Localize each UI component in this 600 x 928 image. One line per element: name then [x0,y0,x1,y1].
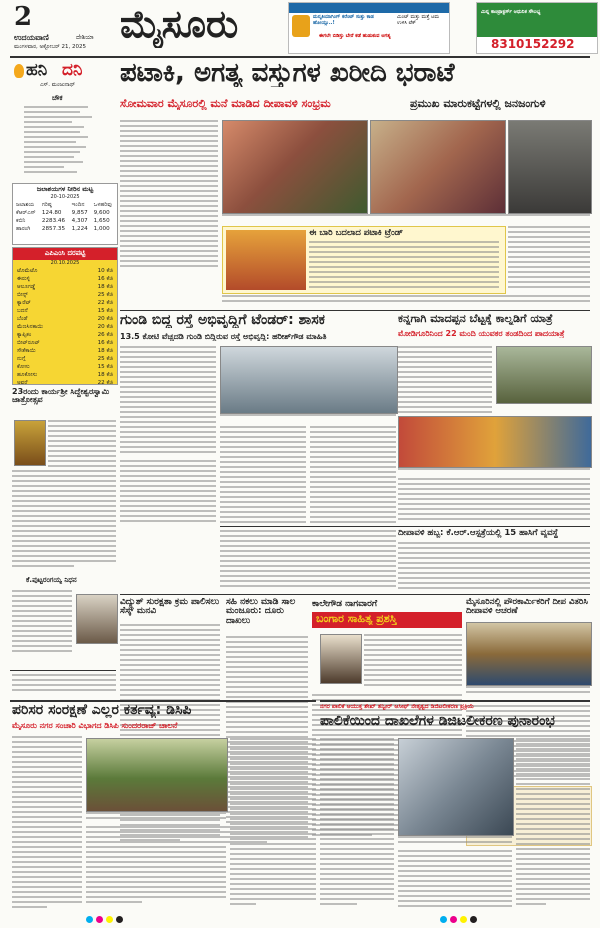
advertisement-text: ಮಿಂಟ್ ಮತ್ತು ಮತ್ತೆ ಟಮ ಉಳಿಸಿ ಟೆಕ್‌ [397,14,440,26]
story-body [48,420,116,470]
lead-photo-shoppers [370,120,506,214]
registration-mark [116,916,123,923]
rates-grid [15,267,115,387]
table-cell: 16 ಕೆಜಿ [97,275,113,282]
tree-planting-photo [86,738,228,812]
paper-name: ಉದಯವಾಣಿ [14,33,49,42]
story-headline: ಕನ್ನಗಾಗಿ ಮಾದಪ್ಪನ ಬೆಟ್ಟಕ್ಕೆ ಕಾಲ್ನಡಿಗೆ ಯಾತ್ರೆ [398,313,553,325]
story-headline: ವಿದ್ಯುತ್ ಸುರಕ್ಷತಾ ಕ್ರಮ ಪಾಲಿಸಲು ಸೆಸ್ಕ್ ಮನವಿ [120,598,220,617]
table-cell: ಬದನೆ [17,307,28,314]
story-body [12,674,116,696]
table-row [15,315,115,323]
table-cell: 15 ಕೆಜಿ [97,307,113,314]
meeting-photo [220,346,398,414]
divider [10,670,116,671]
box-headline: ಈ ಬಾರಿ ಬದಲಾದ ಪಟಾಕಿ ಟ್ರೆಂಡ್ [309,229,403,238]
story-body [310,426,396,524]
story-body [12,736,82,912]
table-cell: ಬೀನ್ಸ್ [17,291,28,298]
divider [320,700,590,702]
table-cell: 1,000 [93,226,110,232]
story-body [120,346,216,456]
story-body [220,530,396,592]
advertisement [476,2,598,54]
rates-date: 20.10.2025 [50,260,80,266]
table-row [15,291,115,299]
reservoir-grid [14,201,116,233]
story-body [398,478,590,524]
registration-mark [470,916,477,923]
obituary-photo [76,594,118,644]
edition-name: ದೇಶಿಯಾ [76,34,94,41]
table-row [15,355,115,363]
story-kicker: ನಗರ ಪಾಲಿಕೆ ಆಯುಕ್ತ ಶೇಖ್‌ ತನ್ವೀರ್ ಆಸೀಫ್ ನೇತೃತ್ವದ ಡಿಜಿಟಲೀಕರಣ ಪ್ರಕ್ರಿಯೆ [320,704,474,710]
table-cell: 9,857 [71,210,88,216]
table-row [15,307,115,315]
registration-mark [440,916,447,923]
story-body [120,460,216,524]
table-cell: 22 ಕೆಜಿ [97,379,113,386]
obituary-headline: ಕೆ.ಪುಟ್ಟರಂಗಯ್ಯ ನಿಧನ [26,577,77,584]
advertisement-logo [292,15,310,37]
table-cell: ನುಗ್ಗೆ [17,355,26,362]
registration-mark [96,916,103,923]
registration-mark [106,916,113,923]
rates-title: ಎಪಿಎಂಸಿ ದರಪಟ್ಟಿ [44,249,86,257]
issue-date: ಮಂಗಳವಾರ, ಅಕ್ಟೋಬರ್ 21, 2025 [14,44,86,50]
table-row [15,371,115,379]
registration-mark [86,916,93,923]
table-cell: 2283.46 [41,218,66,224]
photo-caption [398,836,512,846]
photo-caption [222,214,590,222]
story-headline: ದೀಪಾವಳಿ ಹಬ್ಬ: ಕೆ.ಆರ್.ಆಸ್ಪತ್ರೆಯಲ್ಲಿ 15 ಹಾಸಿಗೆ ವ್ಯವಸ್ಥೆ [398,529,559,538]
table-header: ಇಂದಿನ [71,201,85,208]
table-cell: 26 ಕೆಜಿ [97,331,113,338]
registration-mark [450,916,457,923]
photo-caption [220,414,396,422]
table-cell: 2857.35 [41,226,66,232]
table-cell: ಕಬಿನಿ [16,217,26,224]
advertisement-text: ಈಗಲೇ ಬಿಡಿಸ್ತು ಬೇರೆ ಕಡೆ ಹುಡುಕುವ ಅಗತ್ಯ [319,33,391,39]
story-body [320,738,394,912]
lead-photo-fireworks [508,120,592,214]
table-cell: 1,650 [93,218,110,224]
story-subhead: ಮೈಸೂರು ನಗರ ಸಂಚಾರಿ ವಿಭಾಗದ ಡಿಸಿಪಿ ಸುಂದರರಾಜ್ ಚಾಲನೆ [12,722,178,730]
table-cell: 16 ಕೆಜಿ [97,339,113,346]
story-headline: ಮೈಸೂರಿನಲ್ಲಿ ಪೌರಕಾರ್ಮಿಕರಿಗೆ ದೀಪ ವಿತರಿಸಿ ದೀಪಾವಳಿ ಆಚರಣೆ [466,598,588,616]
divider [120,594,590,595]
lead-headline: ಪಟಾಕಿ, ಅಗತ್ಯ ವಸ್ತುಗಳ ಖರೀದಿ ಭರಾಟೆ [120,60,455,88]
author-photo [320,634,362,684]
table-row [15,331,115,339]
table-cell: ಆಲೂಗಡ್ಡೆ [17,283,36,290]
story-body [516,738,590,912]
reservoir-table [12,183,118,245]
honey-column [10,60,118,178]
rates-table [12,247,118,385]
page-number: 2 [14,4,33,30]
workers-photo [466,622,592,686]
story-body [220,426,306,524]
table-header: ಜಲಾಶಯ [16,201,35,208]
box-photo [226,230,306,290]
table-cell: ಸೌತೆಕಾಯಿ [17,347,36,354]
table-cell: ಮೆಣಸಿನಕಾಯಿ [17,323,44,330]
advertisement-band [289,3,449,13]
story-headline: ಪರಿಸರ ಸಂರಕ್ಷಣೆ ಎಲ್ಲರ ಕರ್ತವ್ಯ: ಡಿಸಿಪಿ [12,703,192,718]
story-headline: ಗುಂಡಿ ಬಿದ್ದ ರಸ್ತೆ ಅಭಿವೃದ್ಧಿಗೆ ಟೆಂಡರ್: ಶಾಸಕ [120,313,325,328]
advertisement-text: ಮಿನ್ನ ಕಾಂಟ್ರಾಕ್ಟರ್ಸ್ ಆಧುನಿಕ ಸೌಲಭ್ಯ [481,9,541,15]
story-body [398,346,492,414]
divider [220,526,590,527]
table-cell: 1,224 [71,226,88,232]
table-row [15,379,115,387]
divider [120,310,590,311]
story-subhead: ಮೋಡಿಗೂರಿನಿಂದ 22 ಮಂದಿ ಯುವಕರ ತಂಡದಿಂದ ಪಾದಯಾತ್ರೆ [398,330,565,338]
lead-subhead-secondary: ಪ್ರಮುಖ ಮಾರುಕಟ್ಟೆಗಳಲ್ಲಿ ಜನಜಂಗುಳಿ [410,98,546,110]
story-headline: ಪಾಲಿಕೆಯಿಂದ ದಾಖಲೆಗಳ ಡಿಜಿಟಲೀಕರಣ ಪುನಾರಂಭ [320,714,555,729]
honey-title-accent: ದನಿ [62,60,83,80]
honey-title: ಹನಿ [26,60,48,80]
table-cell: 20 ಕೆಜಿ [97,315,113,322]
table-row [15,283,115,291]
advertisement-phone: 8310152292 [491,37,575,51]
photo-caption [466,686,590,696]
advertisement [288,2,450,54]
table-cell: ಕ್ಯಾರೆಟ್ [17,299,31,306]
fireworks-trend-box [222,226,506,294]
table-row [15,347,115,355]
lead-photo-market [222,120,368,214]
honey-kicker: ಚೌಕ [52,94,63,102]
table-cell: ಹೂಕೋಸು [17,371,38,378]
table-header: ಒಳಹರಿವು [93,201,112,208]
registration-mark [460,916,467,923]
box-body [309,241,499,291]
honey-byline: ಎಸ್. ಮಂಜುನಾಥ್ [40,82,76,88]
table-cell: 25 ಕೆಜಿ [97,355,113,362]
table-row [15,299,115,307]
table-row [14,209,116,217]
table-row [15,339,115,347]
lead-body [222,295,590,309]
table-cell: 20 ಕೆಜಿ [97,323,113,330]
table-row [15,275,115,283]
pilgrims-group-photo [398,416,592,468]
table-cell: ಈರುಳ್ಳಿ [17,275,30,282]
masthead [0,0,600,56]
table-row [15,363,115,371]
story-body [364,634,462,692]
table-cell: ಕೆಆರ್‌ಎಸ್ [16,209,36,216]
honey-poem [24,106,104,178]
table-cell: 4,307 [71,218,88,224]
advertisement-text: ಮನ್ಮತಿಯಾಗಿಂಗ್ ಕರೆಂಟ್ ಸುತ್ತು ಕಾಡ ಹೋಯ್ಸು..! [313,14,374,26]
table-cell: ಟೊಮೆಟೊ [17,267,38,274]
table-cell: 10 ಕೆಜಿ [97,267,113,274]
table-row [14,217,116,225]
reservoir-title: ಜಲಾಶಯಗಳ ನೀರಿನ ಮಟ್ಟ [36,185,94,193]
story-kicker: ಕಾಲೇಗೌಡ ನಾಗವಾರಗೆ [312,600,378,609]
table-cell: 18 ಕೆಜಿ [97,371,113,378]
table-cell: 18 ಕೆಜಿ [97,347,113,354]
table-cell: 22 ಕೆಜಿ [97,299,113,306]
table-cell: ಅವರೆ [17,379,28,386]
section-title: ಮೈಸೂರು [120,2,239,46]
story-body [12,470,116,570]
story-headline: ಬಂಗಾರ ಸಾಹಿತ್ಯ ಪ್ರಶಸ್ತಿ [316,613,397,625]
lead-subhead-box [120,96,590,114]
story-body [230,738,316,912]
story-subhead: 13.5 ಕೋಟಿ ವೆಚ್ಚದಡಿ ಗುಂಡಿ ಬಿದ್ದಿರುವ ರಸ್ತೆ ಅಭಿವೃದ್ಧಿ: ಹರೀಶ್‌ಗೌಡ ಮಾಹಿತಿ [120,333,327,341]
digitization-photo [398,738,514,836]
table-cell: 9,600 [93,210,110,216]
divider [10,56,590,58]
table-cell: 124.80 [41,210,62,216]
lead-body [120,120,218,270]
story-headline: ಸಹಿ ನಕಲು ಮಾಡಿ ಸಾಲ ಮಂಜೂರು: ದೂರು ದಾಖಲು [226,598,296,626]
table-cell: 15 ಕೆಜಿ [97,363,113,370]
table-cell: 25 ಕೆಜಿ [97,291,113,298]
story-body [398,542,590,592]
story-body [398,850,512,912]
lead-body [508,226,590,292]
temple-photo [14,420,46,466]
table-cell: 18 ಕೆಜಿ [97,283,113,290]
photo-caption [86,812,226,822]
pilgrims-photo [496,346,592,404]
table-row [14,225,116,233]
table-cell: ಕ್ಯಾಪ್ಸಿಕಂ [17,331,32,338]
table-header: ಗರಿಷ್ಠ [41,201,52,208]
table-row [15,267,115,275]
reservoir-date: 20-10-2025 [50,194,80,200]
story-body [86,826,226,912]
story-headline: 23ರಂದು ಕಾರ್ಯಶ್ರೀ ಸಿದ್ದೇಶ್ವರಸ್ವಾಮಿ ಜಾತ್ರೋತ್ಸವ [12,388,110,405]
honey-icon [14,64,24,78]
table-cell: ಹಾರಂಗಿ [16,225,31,232]
table-row [15,323,115,331]
lead-subhead: ಸೋಮವಾರ ಮೈಸೂರಲ್ಲಿ ಮನೆ ಮಾಡಿದ ದೀಪಾವಳಿ ಸಂಭ್ರಮ [120,98,331,110]
obituary-body [12,590,72,660]
table-cell: ಕೋಸು [17,363,30,370]
table-cell: ಬೆಂಡೆ [17,315,28,322]
photo-caption [398,468,590,476]
table-cell: ಬೀಟ್‌ರೂಟ್ [17,339,40,346]
divider [10,700,316,702]
